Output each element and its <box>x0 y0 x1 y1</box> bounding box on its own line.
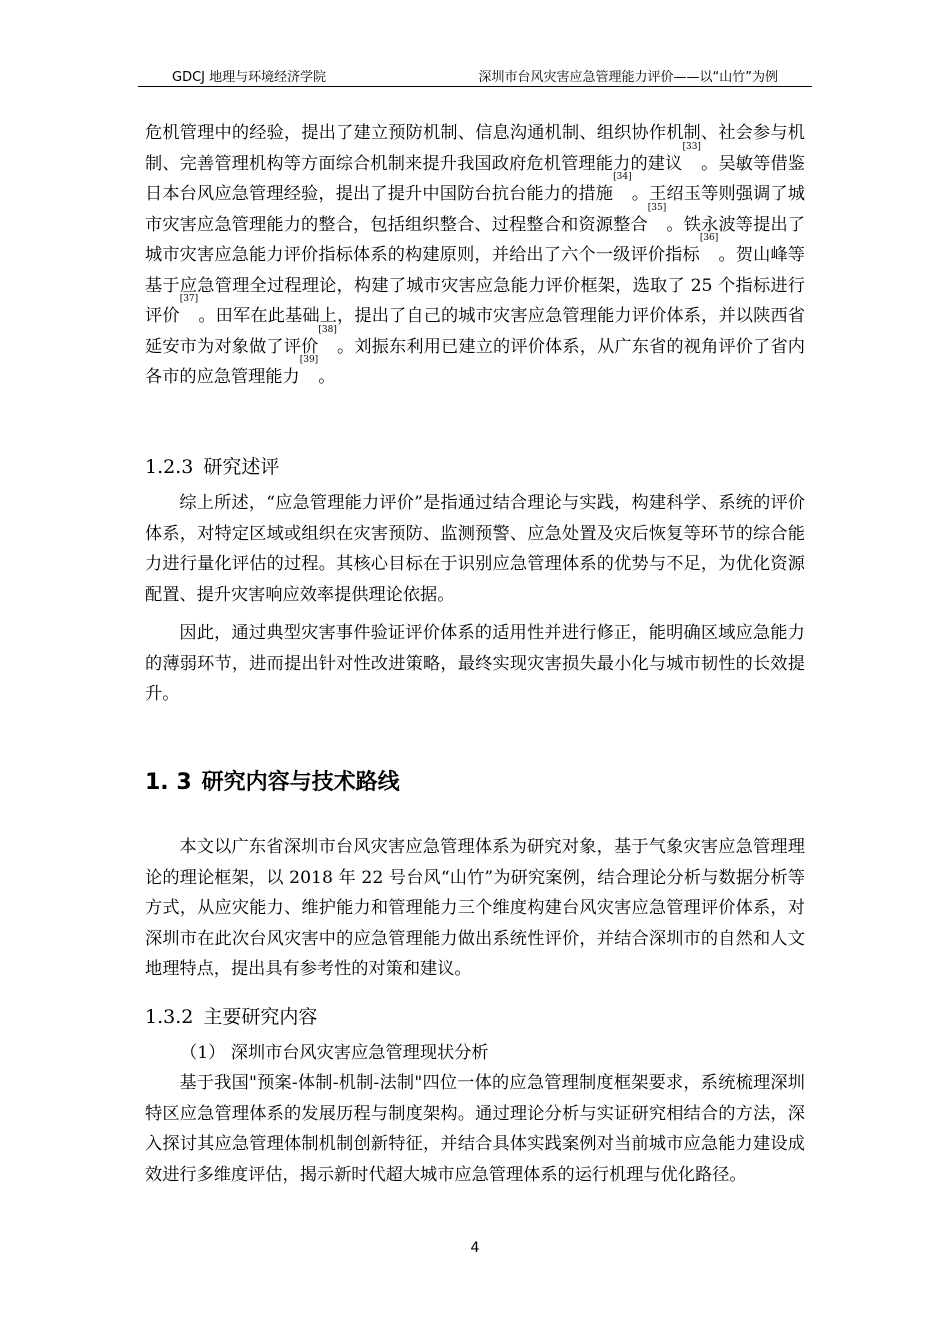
page-header <box>138 64 812 87</box>
section-title: 主要研究内容 <box>203 1006 318 1028</box>
section-heading-1-3-2 <box>145 1002 317 1029</box>
text-span: 。铁永波等提出了城市灾害应急能力评价指标体系的构建原则，并给出了六个一级评价指标 <box>145 214 805 265</box>
citation: [33] <box>682 141 701 152</box>
section-heading-1-2-3 <box>145 452 279 479</box>
citation: [36] <box>699 233 719 243</box>
paragraph-research-object: 本文以广东省深圳市台风灾害应急管理体系为研究对象，基于气象灾害应急管理理论的理论框架，以 2018 年 22 号台风“山竹”为研究案例，结合理论分析与数据分析等方式，从应灾能力、维护能力和管理能力三个维度构建台风灾害应急管理评价体系，对深圳市在此次台风灾害中的应急管理能力做出系统性评价，并结合深圳市的自然和人文地理特点，提出具有参考性的对策和建议。 <box>145 837 805 979</box>
section-title: 研究内容与技术路线 <box>201 770 400 795</box>
section-title: 研究述评 <box>203 456 280 478</box>
text-span: 。 <box>318 367 336 387</box>
text-span: 。贺山峰等基于应急管理全过程理论，构建了城市灾害应急能力评价框架，选取了 25 个指标进行评价 <box>145 245 805 326</box>
page-number: 4 <box>470 1240 480 1256</box>
paragraph-status-analysis: 基于我国"预案-体制-机制-法制"四位一体的应急管理制度框架要求，系统梳理深圳特区应急管理体系的发展历程与制度架构。通过理论分析与实证研究相结合的方法，深入探讨其应急管理体制机制创新特征，并结合具体实践案例对当前城市应急能力建设成效进行多维度评估，揭示新时代超大城市应急管理体系的运行机理与优化路径。 <box>145 1073 805 1185</box>
text-span: 。刘振东利用已建立的评价体系，从广东省的视角评价了省内各市的应急管理能力 <box>145 336 805 387</box>
paragraph-review-summary: 综上所述，“应急管理能力评价”是指通过结合理论与实践，构建科学、系统的评价体系，对特定区域或组织在灾害预防、监测预警、应急处置及灾后恢复等环节的综合能力进行量化评估的过程。其核心目标在于识别应急管理体系的优势与不足，为优化资源配置、提升灾害响应效率提供理论依据。 <box>145 493 805 605</box>
section-number: 1.2.3 <box>145 456 194 478</box>
section-number: 1. 3 <box>145 770 192 795</box>
citation: [34] <box>613 172 632 182</box>
header-left: GDCJ 地理与环境经济学院 <box>172 70 327 85</box>
text-span: 。吴敏等借鉴日本台风应急管理经验，提出了提升中国防台抗台能力的措施 <box>145 153 805 204</box>
section-heading-1-3 <box>145 765 400 796</box>
header-right: 深圳市台风灾害应急管理能力评价——以“山竹”为例 <box>478 70 778 85</box>
list-item-1: （1） 深圳市台风灾害应急管理现状分析 <box>180 1043 489 1063</box>
text-span: 。田军在此基础上，提出了自己的城市灾害应急管理能力评价体系，并以陕西省延安市为对象做了评价 <box>145 306 805 357</box>
citation: [38] <box>318 324 337 335</box>
text-span: 。王绍玉等则强调了城市灾害应急管理能力的整合，包括组织整合、过程整合和资源整合 <box>145 184 805 235</box>
paragraph-literature-review <box>145 118 805 393</box>
text-span: 危机管理中的经验，提出了建立预防机制、信息沟通机制、组织协作机制、社会参与机制、完善管理机构等方面综合机制来提升我国政府危机管理能力的建议 <box>145 123 805 174</box>
citation: [39] <box>299 355 319 365</box>
paragraph-conclusion: 因此，通过典型灾害事件验证评价体系的适用性并进行修正，能明确区域应急能力的薄弱环节，进而提出针对性改进策略，最终实现灾害损失最小化与城市韧性的长效提升。 <box>145 623 805 704</box>
section-number: 1.3.2 <box>145 1006 194 1028</box>
citation: [35] <box>647 202 667 213</box>
citation: [37] <box>179 294 199 304</box>
